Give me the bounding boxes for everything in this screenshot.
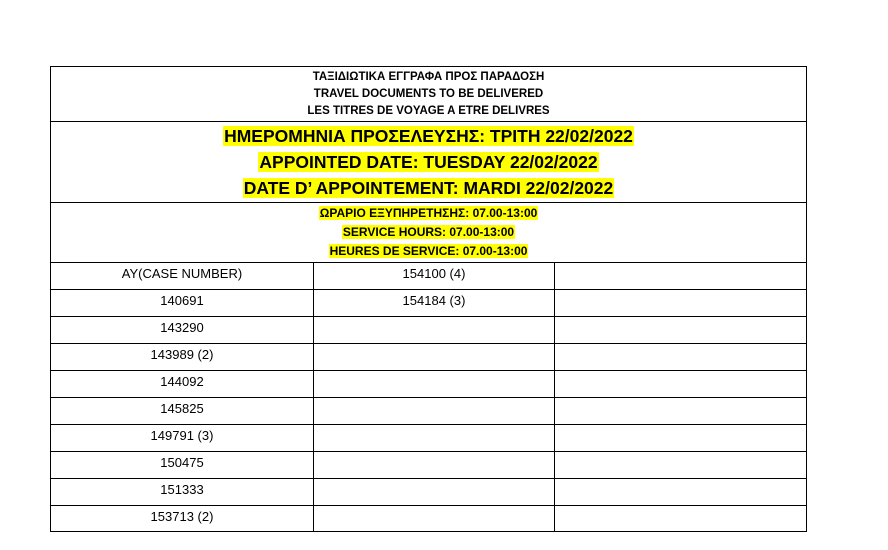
case-number-cell: 149791 (3) bbox=[51, 425, 314, 452]
table-row bbox=[51, 398, 807, 425]
case-number-cell bbox=[555, 425, 807, 452]
case-number-cell bbox=[555, 344, 807, 371]
case-number-rows bbox=[51, 263, 807, 532]
case-number-cell: 145825 bbox=[51, 398, 314, 425]
case-number-cell: 150475 bbox=[51, 452, 314, 479]
case-number-cell bbox=[314, 371, 555, 398]
appointment-row bbox=[51, 122, 807, 203]
appointment-date-greek: ΗΜΕΡΟΜΗΝΙΑ ΠΡΟΣΕΛΕΥΣΗΣ: ΤΡΙΤΗ 22/02/2022 bbox=[224, 126, 633, 146]
table-row bbox=[51, 506, 807, 532]
service-hours-english: SERVICE HOURS: 07.00-13:00 bbox=[342, 225, 515, 239]
header-row bbox=[51, 67, 807, 122]
case-number-cell: 154184 (3) bbox=[314, 290, 555, 317]
case-number-cell: 153713 (2) bbox=[51, 506, 314, 532]
table-row bbox=[51, 371, 807, 398]
service-hours-block bbox=[51, 203, 807, 263]
table-row bbox=[51, 344, 807, 371]
case-number-cell bbox=[555, 479, 807, 506]
document-header bbox=[51, 67, 807, 122]
table-row bbox=[51, 317, 807, 344]
header-line-english: TRAVEL DOCUMENTS TO BE DELIVERED bbox=[313, 87, 544, 100]
case-number-cell bbox=[555, 263, 807, 290]
table-row bbox=[51, 452, 807, 479]
case-number-cell: AY(CASE NUMBER) bbox=[51, 263, 314, 290]
service-hours-row bbox=[51, 203, 807, 263]
case-number-cell bbox=[314, 425, 555, 452]
table-row bbox=[51, 425, 807, 452]
case-number-cell: 144092 bbox=[51, 371, 314, 398]
service-hours-french: HEURES DE SERVICE: 07.00-13:00 bbox=[329, 244, 528, 258]
case-number-cell bbox=[314, 452, 555, 479]
table-row bbox=[51, 479, 807, 506]
header-line-greek: ΤΑΞΙΔΙΩΤΙΚΑ ΕΓΓΡΑΦΑ ΠΡΟΣ ΠΑΡΑΔΟΣΗ bbox=[312, 70, 545, 83]
case-number-cell bbox=[314, 317, 555, 344]
case-number-cell: 143989 (2) bbox=[51, 344, 314, 371]
service-hours-greek: ΩΡΑΡΙΟ ΕΞΥΠΗΡΕΤΗΣΗΣ: 07.00-13:00 bbox=[319, 206, 538, 220]
case-number-cell bbox=[555, 371, 807, 398]
appointment-date-french: DATE D’ APPOINTEMENT: MARDI 22/02/2022 bbox=[243, 178, 614, 198]
case-number-cell bbox=[314, 479, 555, 506]
case-number-cell bbox=[555, 398, 807, 425]
case-number-cell: 140691 bbox=[51, 290, 314, 317]
case-number-cell bbox=[555, 317, 807, 344]
case-number-cell: 143290 bbox=[51, 317, 314, 344]
case-number-cell bbox=[314, 506, 555, 532]
case-number-cell bbox=[314, 344, 555, 371]
case-number-cell bbox=[555, 506, 807, 532]
table-row bbox=[51, 263, 807, 290]
case-number-cell bbox=[314, 398, 555, 425]
case-number-cell: 151333 bbox=[51, 479, 314, 506]
header-line-french: LES TITRES DE VOYAGE A ETRE DELIVRES bbox=[307, 104, 550, 117]
case-number-cell bbox=[555, 452, 807, 479]
case-number-cell: 154100 (4) bbox=[314, 263, 555, 290]
table-row bbox=[51, 290, 807, 317]
appointment-date-english: APPOINTED DATE: TUESDAY 22/02/2022 bbox=[259, 152, 598, 172]
travel-documents-table bbox=[50, 66, 807, 532]
case-number-cell bbox=[555, 290, 807, 317]
appointment-date-block bbox=[51, 122, 807, 203]
